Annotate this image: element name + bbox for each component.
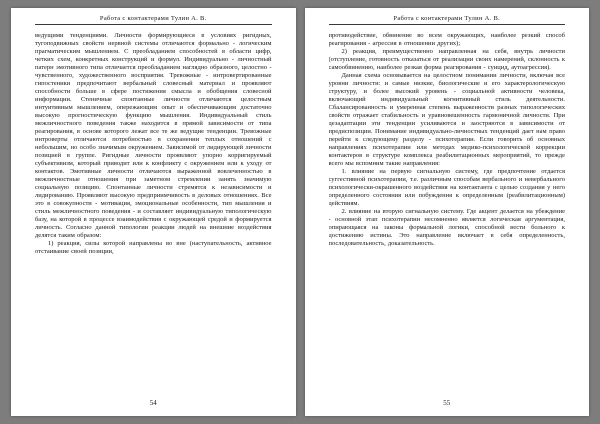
running-header: Работа с контактерами Тулин А. В. xyxy=(35,14,272,25)
paragraph: противодействие, обвинение во всем окружающих, наиболее резкий способ реагирования - агрессия в отношении других); xyxy=(328,32,565,47)
paragraph: 1. влияние на первую сигнальную систему, где предпочтение отдается суггестивной психотерапии, т.е. различным способам вербального и невербального психологически-окрашенного воздействия на контактанта с целью создания у него определенного состояния или побуждения к определенным (реабилитационным) действиям. xyxy=(328,168,565,207)
paragraph: 2) реакция, преимущественно направленная на себя, внутрь личности (отступление, готовность отказаться от реализации своих намерений, склонность к самообвинению, наиболее резкая форма реагирования - суицид, аутоагрессия). xyxy=(328,48,565,71)
page-left xyxy=(11,8,296,416)
running-header: Работа с контактерами Тулин А. В. xyxy=(329,14,566,25)
paragraph: 1) реакция, силы которой направлены во вне (наступательность, активное отстаивание своей позиции, xyxy=(35,240,272,255)
page-number: 54 xyxy=(149,399,157,407)
page-body xyxy=(35,32,272,394)
page-right xyxy=(305,8,590,416)
paragraph: Данная схема основывается на целостном понимании личности, включая все уровни личности: и самые низкие, биологические и его характерологическую структуру, и более высокий уровень - социальной активности человека, включающий индивидуальный когнитивный стиль деятельности. Сбалансированность и умеренная степень выраженности разных типологических свойств отражает стабильность и уравновешенность гармоничной личности. При дезадаптации эти тенденции усиливаются и заостряются в зависимости от предиспозиции. Понимание индивидуально-личностных тенденций дает нам право перейти к следующему разделу - психотерапии. Если говорить об основных направлениях психотерапии или методах медико-психологической коррекции контактеров в структуре комплекса реабилитационных мероприятий, то прежде всего мы вспомним такие направления: xyxy=(328,72,565,167)
paragraph: 2. влияние на вторую сигнальную систему. Где акцент делается на убеждение - основной этап психотерапии несомненно является логическая аргументация, опирающаяся на законы формальной логики, способной вести больного к достижению истины. Это направление включает в себя определенность, последовательность, доказательность. xyxy=(328,208,565,247)
page-number: 55 xyxy=(443,399,451,407)
paragraph: ведущими тенденциями. Личности формирующиеся в условиях ригидных, тугоподвижных свойств нервной системы отличаются формально - логическим прагматическим мышлением. С преобладанием способностей в области цифр, четких схем, конкретных конструкций и формул. Индивидуально - личностный патерн эмотивного типа отличается преобладанием наглядно образного, целостно - чувственного, художественного восприятия. Тревожные - интровертированные гипостеники предпочитают вербальный словесный материал и проявляют способности больше в сфере постижения смысла и обобщения словесной информации. Стеничные спонтанные личности отличаются целостным интуитивным мышлением, опережающим опыт и обеспечивающим достаточно высокую прогностическую функцию мышления. Индивидуальный стиль межличностного поведения также находится в прямой зависимости от типа реагирования, в основе которого лежат все те же ведущие тенденции. Тревожные интроверты отличаются потребностью в сохранении теплых отношений с небольшим, но особо значимым окружением. Зависимой от лидирующей личности позицией в группе. Ригидные личности проявляют упорно корригируемый субъективизм, который приводит или к конфликту с окружением или к уходу от контактов. Эмотивные личности отличаются выраженной вовлеченностью в межличностные отношения при заметном стремлении занять значимую социальную позицию. Спонтанные личности стремятся к независимости и лидированию. Проявляют высокую предприимчивость в деловых отношениях. Все это в совокупности - мотивация, эмоциональные особенности, тип мышления и стиль межличностного поведения - и составляет индивидуальную типологическую базу, на которой в процессе взаимодействия с окружающей средой и формируется личность. Согласно данной типологии реакции людей на внешние воздействия делятся таким образом: xyxy=(35,32,272,239)
page-body xyxy=(329,32,566,394)
